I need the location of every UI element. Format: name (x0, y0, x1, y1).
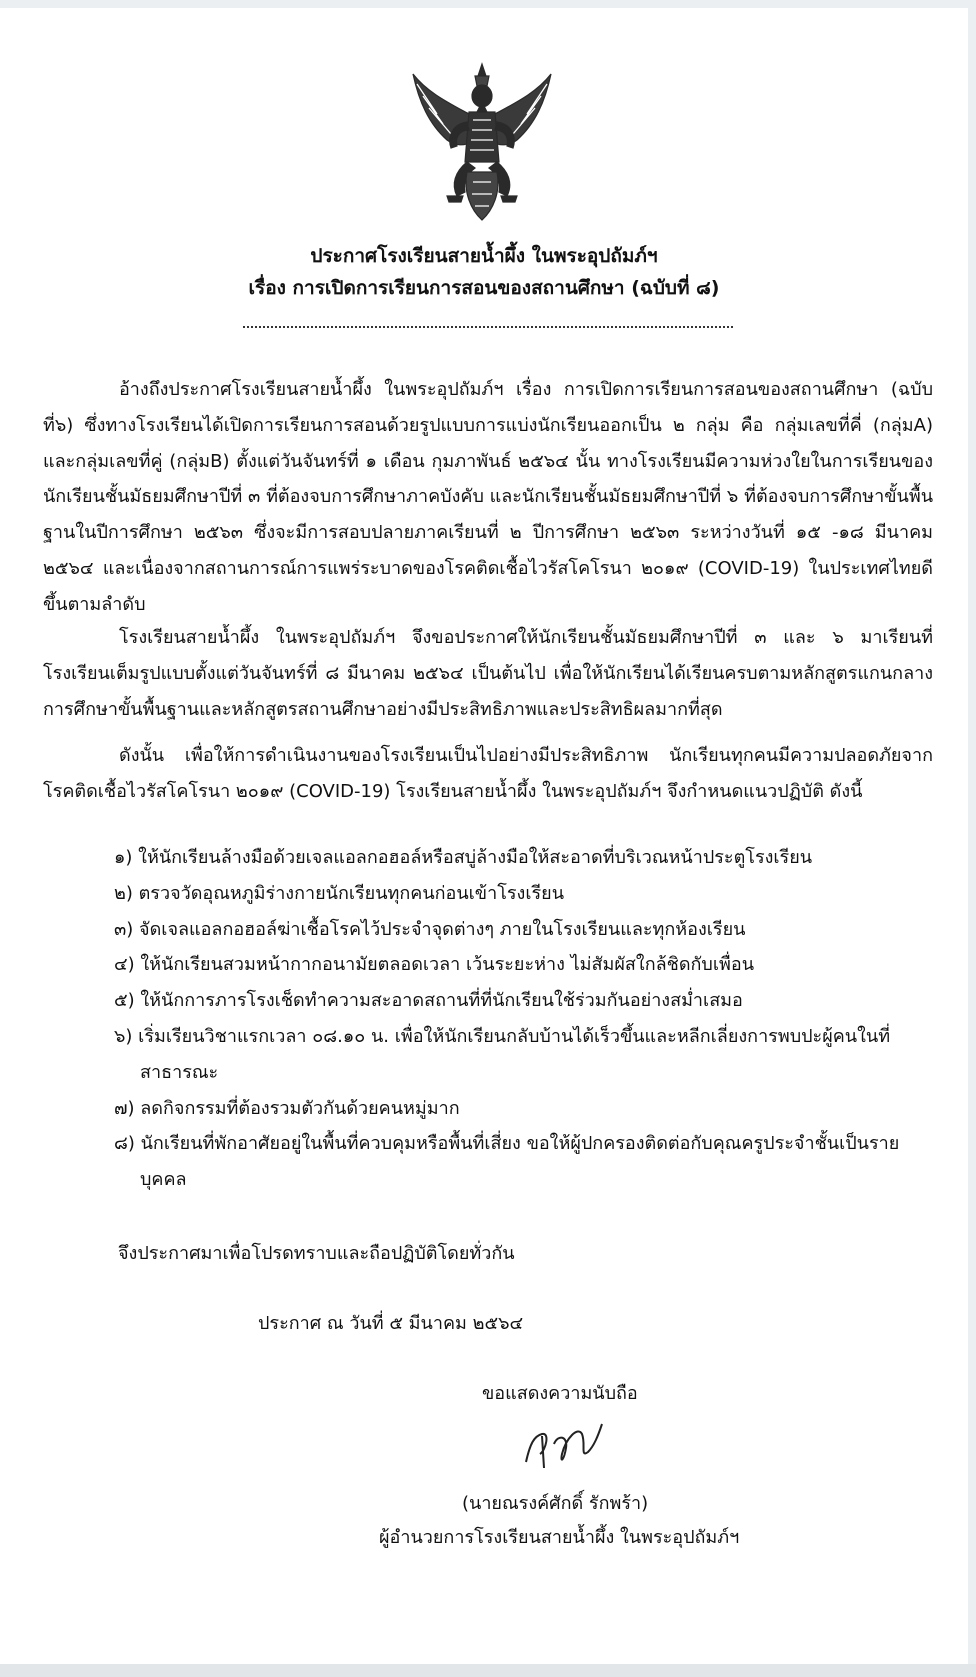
bottom-edge (0, 1664, 976, 1677)
list-item: ๑) ให้นักเรียนล้างมือด้วยเจลแอลกอฮอล์หรือสบู่ล้างมือให้สะอาดที่บริเวณหน้าประตูโรงเรียน (114, 847, 813, 868)
list-item: ๘) นักเรียนที่พักอาศัยอยู่ในพื้นที่ควบคุมหรือพื้นที่เสี่ยง ขอให้ผู้ปกครองติดต่อกับคุณครูประจำชั้นเป็นรายบุคคล (114, 1133, 900, 1191)
signatory-name: (นายณรงค์ศักดิ์ รักพร้า) (462, 1493, 649, 1514)
paragraph-announcement: โรงเรียนสายน้ำผึ้ง ในพระอุปถัมภ์ฯ จึงขอประกาศให้นักเรียนชั้นมัธยมศึกษาปีที่ ๓ และ ๖ มาเรียนที่โรงเรียนเต็มรูปแบบตั้งแต่วันจันทร์ที่ ๘ มีนาคม ๒๕๖๔ เป็นต้นไป เพื่อให้นักเรียนได้เรียนครบตามหลักสูตรแกนกลางการศึกษาขั้นพื้นฐานและหลักสูตรสถานศึกษาอย่างมีประสิทธิภาพและประสิทธิผลมากที่สุด (43, 627, 933, 720)
list-item: ๓) จัดเจลแอลกอฮอล์ฆ่าเชื้อโรคไว้ประจำจุดต่างๆ ภายในโรงเรียนและทุกห้องเรียน (114, 918, 746, 940)
list-item: ๗) ลดกิจกรรมที่ต้องรวมตัวกันด้วยคนหมู่มาก (114, 1097, 460, 1119)
list-item: ๖) เริ่มเรียนวิชาแรกเวลา ๐๘.๑๐ น. เพื่อให้นักเรียนกลับบ้านได้เร็วขึ้นและหลีกเลี่ยงการพบปะผู้คนในที่สาธารณะ (114, 1025, 891, 1083)
document-title: ประกาศโรงเรียนสายน้ำผึ้ง ในพระอุปถัมภ์ฯ (310, 245, 658, 267)
paragraph-guidelines-intro: ดังนั้น เพื่อให้การดำเนินงานของโรงเรียนเป็นไปอย่างมีประสิทธิภาพ นักเรียนทุกคนมีความปลอดภัยจากโรคติดเชื้อไวรัสโคโรนา ๒๐๑๙ (COVID-19) โรงเรียนสายน้ำผึ้ง ในพระอุปถัมภ์ฯ จึงกำหนดแนวปฏิบัติ ดังนี้ (43, 745, 933, 802)
paragraph-reference: อ้างถึงประกาศโรงเรียนสายน้ำผึ้ง ในพระอุปถัมภ์ฯ เรื่อง การเปิดการเรียนการสอนของสถานศึกษา (ฉบับที่๖) ซึ่งทางโรงเรียนได้เปิดการเรียนการสอนด้วยรูปแบบการแบ่งนักเรียนออกเป็น ๒ กลุ่ม คือ กลุ่มเลขที่คี่ (กลุ่มA) และกลุ่มเลขที่คู่ (กลุ่มB) ตั้งแต่วันจันทร์ที่ ๑ เดือน กุมภาพันธ์ ๒๕๖๔ นั้น ทางโรงเรียนมีความห่วงใยในการเรียนของนักเรียนชั้นมัธยมศึกษาปีที่ ๓ ที่ต้องจบการศึกษาภาคบังคับ และนักเรียนชั้นมัธยมศึกษาปีที่ ๖ ที่ต้องจบการศึกษาขั้นพื้นฐานในปีการศึกษา ๒๕๖๓ ซึ่งจะมีการสอบปลายภาคเรียนที่ ๒ ปีการศึกษา ๒๕๖๓ ระหว่างวันที่ ๑๕ -๑๘ มีนาคม ๒๕๖๔ และเนื่องจากสถานการณ์การแพร่ระบาดของโรคติดเชื้อไวรัสโคโรนา ๒๐๑๙ (COVID-19) ในประเทศไทยดีขึ้นตามลำดับ (43, 379, 933, 615)
list-item: ๕) ให้นักการภารโรงเช็ดทำความสะอาดสถานที่ที่นักเรียนใช้ร่วมกันอย่างสม่ำเสมอ (114, 990, 743, 1012)
announcement-closing: จึงประกาศมาเพื่อโปรดทราบและถือปฏิบัติโดยทั่วกัน (118, 1243, 515, 1264)
document-subject: เรื่อง การเปิดการเรียนการสอนของสถานศึกษา (ฉบับที่ ๘) (248, 277, 720, 299)
measures-list (114, 840, 934, 1198)
regards-text: ขอแสดงความนับถือ (482, 1383, 638, 1404)
signatory-title: ผู้อำนวยการโรงเรียนสายน้ำผึ้ง ในพระอุปถัมภ์ฯ (379, 1527, 740, 1548)
date-line: ประกาศ ณ วันที่ ๕ มีนาคม ๒๕๖๔ (258, 1313, 524, 1334)
handwritten-signature (520, 1414, 610, 1474)
list-item: ๔) ให้นักเรียนสวมหน้ากากอนามัยตลอดเวลา เว้นระยะห่าง ไม่สัมผัสใกล้ชิดกับเพื่อน (114, 954, 754, 976)
dotted-divider (243, 326, 733, 328)
document-page (0, 8, 968, 1664)
list-item: ๒) ตรวจวัดอุณหภูมิร่างกายนักเรียนทุกคนก่อนเข้าโรงเรียน (114, 882, 564, 904)
garuda-emblem-icon (407, 62, 557, 222)
